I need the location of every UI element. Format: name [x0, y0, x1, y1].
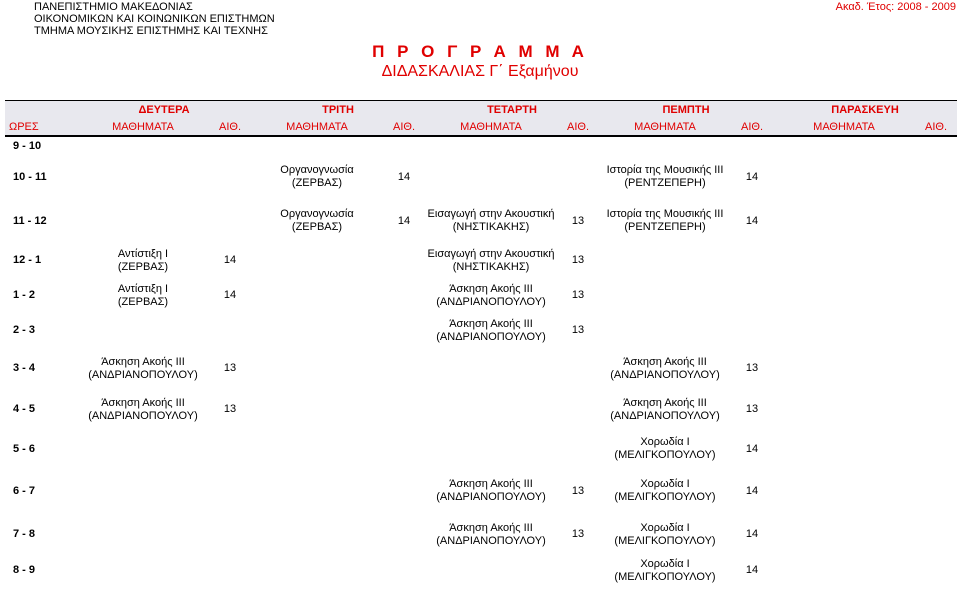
- course-cell: [425, 313, 557, 348]
- room-cell: [383, 155, 425, 199]
- room-cell: [915, 514, 957, 555]
- course-instructor: (ΑΝΔΡΙΑΝΟΠΟΥΛΟΥ): [436, 534, 546, 547]
- course-cell: [251, 348, 383, 389]
- course-name: Άσκηση Ακοής ΙΙΙ: [101, 355, 185, 368]
- room-number: 13: [571, 484, 585, 497]
- course-name: Οργανογνωσία: [280, 208, 354, 220]
- course-column-header: ΜΑΘΗΜΑΤΑ: [77, 120, 209, 136]
- course-cell: [251, 430, 383, 468]
- course-cell: [251, 243, 383, 278]
- course-cell: [773, 136, 915, 155]
- course-cell: [251, 313, 383, 348]
- room-cell: [383, 389, 425, 430]
- course-column-header: ΜΑΘΗΜΑΤΑ: [599, 120, 731, 136]
- room-number: 13: [223, 403, 237, 415]
- room-cell: [209, 136, 251, 155]
- room-number: 13: [745, 362, 759, 374]
- course-cell: [599, 430, 731, 468]
- room-cell: [915, 313, 957, 348]
- time-row: [5, 243, 957, 278]
- room-number: 13: [571, 324, 585, 336]
- course-cell: [599, 199, 731, 243]
- room-cell: [557, 199, 599, 243]
- time-slot: 8 - 9: [13, 564, 36, 576]
- course-name: Χορωδία Ι: [640, 521, 690, 534]
- course-instructor: (ΑΝΔΡΙΑΝΟΠΟΥΛΟΥ): [88, 409, 198, 422]
- room-number: 14: [745, 484, 759, 497]
- room-number: 14: [745, 528, 759, 540]
- course-column-header: ΜΑΘΗΜΑΤΑ: [773, 120, 915, 136]
- room-cell: [731, 278, 773, 313]
- room-column-header: ΑΙΘ.: [383, 120, 425, 136]
- course-cell: [77, 136, 209, 155]
- course-instructor: (ΡΕΝΤΖΕΠΕΡΗ): [624, 177, 706, 189]
- course-cell: [773, 514, 915, 555]
- course-cell: [773, 555, 915, 586]
- room-number: 14: [745, 564, 759, 576]
- time-slot: 4 - 5: [13, 403, 36, 415]
- room-cell: [209, 514, 251, 555]
- time-row: [5, 348, 957, 389]
- time-row: [5, 155, 957, 199]
- room-cell: [915, 155, 957, 199]
- room-column-header: ΑΙΘ.: [557, 120, 599, 136]
- room-cell: [731, 555, 773, 586]
- room-cell: [209, 348, 251, 389]
- room-number: 13: [571, 254, 585, 266]
- course-cell: [425, 514, 557, 555]
- schedule-table: [5, 100, 957, 586]
- time-row: [5, 514, 957, 555]
- room-cell: [915, 389, 957, 430]
- course-cell: [425, 136, 557, 155]
- course-cell: [77, 278, 209, 313]
- time-row: [5, 468, 957, 514]
- course-cell: [599, 278, 731, 313]
- room-cell: [915, 278, 957, 313]
- room-number: 14: [397, 170, 411, 183]
- course-cell: [425, 430, 557, 468]
- department-name: ΤΜΗΜΑ ΜΟΥΣΙΚΗΣ ΕΠΙΣΤΗΜΗΣ ΚΑΙ ΤΕΧΝΗΣ: [34, 25, 268, 37]
- course-cell: [425, 243, 557, 278]
- institution-header: [34, 1, 275, 37]
- course-name: Αντίστιξη Ι: [117, 247, 169, 260]
- course-cell: [425, 468, 557, 514]
- room-cell: [915, 243, 957, 278]
- time-row: [5, 430, 957, 468]
- room-number: 14: [745, 442, 759, 455]
- room-cell: [383, 136, 425, 155]
- room-cell: [209, 313, 251, 348]
- room-number: 14: [397, 214, 411, 227]
- course-cell: [77, 348, 209, 389]
- course-column-header: ΜΑΘΗΜΑΤΑ: [251, 120, 383, 136]
- room-cell: [915, 199, 957, 243]
- room-column-header: ΑΙΘ.: [731, 120, 773, 136]
- room-number: 14: [745, 214, 759, 227]
- column-header-row: [5, 120, 957, 136]
- time-slot: 9 - 10: [13, 139, 42, 152]
- course-instructor: (ΖΕΡΒΑΣ): [117, 295, 169, 308]
- course-cell: [599, 243, 731, 278]
- course-cell: [251, 136, 383, 155]
- course-cell: [77, 389, 209, 430]
- course-instructor: (ΑΝΔΡΙΑΝΟΠΟΥΛΟΥ): [88, 368, 198, 381]
- room-number: 13: [571, 214, 585, 227]
- room-cell: [557, 136, 599, 155]
- course-name: Άσκηση Ακοής ΙΙΙ: [449, 478, 533, 490]
- course-cell: [77, 243, 209, 278]
- room-cell: [383, 514, 425, 555]
- course-instructor: (ΡΕΝΤΖΕΠΕΡΗ): [624, 221, 706, 233]
- room-cell: [731, 514, 773, 555]
- course-name: Άσκηση Ακοής ΙΙΙ: [623, 355, 707, 368]
- course-cell: [773, 348, 915, 389]
- course-cell: [251, 389, 383, 430]
- day-header: ΠΑΡΑΣΚΕΥΗ: [773, 101, 957, 121]
- course-cell: [425, 199, 557, 243]
- course-instructor: (ΑΝΔΡΙΑΝΟΠΟΥΛΟΥ): [436, 330, 546, 343]
- room-cell: [209, 555, 251, 586]
- course-cell: [773, 278, 915, 313]
- day-header: ΠΕΜΠΤΗ: [599, 101, 773, 121]
- course-cell: [251, 199, 383, 243]
- room-column-header: ΑΙΘ.: [915, 120, 957, 136]
- course-cell: [599, 155, 731, 199]
- course-cell: [251, 514, 383, 555]
- course-name: Άσκηση Ακοής ΙΙΙ: [449, 282, 533, 295]
- course-cell: [599, 136, 731, 155]
- room-cell: [915, 430, 957, 468]
- time-slot: 11 - 12: [13, 214, 47, 227]
- page-subtitle: ΔΙΔΑΣΚΑΛΙΑΣ Γ΄ Εξαμήνου: [381, 63, 579, 80]
- room-cell: [209, 243, 251, 278]
- course-instructor: (ΑΝΔΡΙΑΝΟΠΟΥΛΟΥ): [436, 491, 546, 503]
- course-cell: [425, 389, 557, 430]
- room-cell: [383, 278, 425, 313]
- room-cell: [915, 555, 957, 586]
- time-slot: 10 - 11: [13, 170, 47, 183]
- course-cell: [77, 155, 209, 199]
- course-name: Ιστορία της Μουσικής ΙΙΙ: [606, 208, 724, 220]
- room-cell: [731, 136, 773, 155]
- room-cell: [915, 468, 957, 514]
- time-slot: 6 - 7: [13, 484, 36, 497]
- room-number: 13: [745, 403, 759, 415]
- day-header: ΤΕΤΑΡΤΗ: [425, 101, 599, 121]
- course-column-header: ΜΑΘΗΜΑΤΑ: [425, 120, 557, 136]
- course-name: Χορωδία Ι: [640, 478, 690, 490]
- room-cell: [915, 136, 957, 155]
- room-cell: [209, 468, 251, 514]
- room-cell: [731, 243, 773, 278]
- university-name: ΠΑΝΕΠΙΣΤΗΜΙΟ ΜΑΚΕΔΟΝΙΑΣ: [34, 1, 193, 13]
- course-instructor: (ΜΕΛΙΓΚΟΠΟΥΛΟΥ): [614, 449, 716, 461]
- academic-year: Ακαδ. Έτος: 2008 - 2009: [835, 1, 956, 13]
- course-name: Άσκηση Ακοής ΙΙΙ: [623, 396, 707, 409]
- room-cell: [557, 348, 599, 389]
- course-cell: [425, 155, 557, 199]
- course-instructor: (ΖΕΡΒΑΣ): [291, 177, 343, 189]
- course-cell: [599, 555, 731, 586]
- faculty-name: ΟΙΚΟΝΟΜΙΚΩΝ ΚΑΙ ΚΟΙΝΩΝΙΚΩΝ ΕΠΙΣΤΗΜΩΝ: [34, 13, 275, 25]
- room-cell: [209, 389, 251, 430]
- course-cell: [599, 348, 731, 389]
- course-instructor: (ΑΝΔΡΙΑΝΟΠΟΥΛΟΥ): [610, 368, 720, 381]
- course-cell: [425, 348, 557, 389]
- hours-column-header: ΩΡΕΣ: [5, 120, 77, 136]
- room-cell: [557, 278, 599, 313]
- room-cell: [557, 468, 599, 514]
- course-cell: [773, 155, 915, 199]
- room-cell: [383, 468, 425, 514]
- room-cell: [209, 199, 251, 243]
- course-cell: [77, 514, 209, 555]
- course-cell: [77, 199, 209, 243]
- time-row: [5, 136, 957, 155]
- course-cell: [251, 278, 383, 313]
- course-cell: [599, 514, 731, 555]
- course-cell: [773, 243, 915, 278]
- time-row: [5, 313, 957, 348]
- course-instructor: (ΜΕΛΙΓΚΟΠΟΥΛΟΥ): [614, 491, 716, 503]
- page-title: Π Ρ Ο Γ Ρ Α Μ Μ Α: [372, 42, 588, 61]
- room-cell: [731, 155, 773, 199]
- room-cell: [731, 348, 773, 389]
- room-cell: [557, 430, 599, 468]
- time-slot: 1 - 2: [13, 289, 36, 301]
- course-instructor: (ΖΕΡΒΑΣ): [117, 260, 169, 273]
- time-slot: 7 - 8: [13, 528, 36, 540]
- room-cell: [557, 389, 599, 430]
- course-cell: [251, 468, 383, 514]
- course-cell: [77, 468, 209, 514]
- corner-cell: [5, 101, 77, 121]
- room-cell: [731, 430, 773, 468]
- course-instructor: (ΜΕΛΙΓΚΟΠΟΥΛΟΥ): [614, 570, 716, 583]
- time-row: [5, 199, 957, 243]
- room-cell: [915, 348, 957, 389]
- course-cell: [77, 430, 209, 468]
- room-cell: [731, 313, 773, 348]
- room-cell: [383, 555, 425, 586]
- room-cell: [383, 199, 425, 243]
- course-cell: [773, 389, 915, 430]
- room-number: 13: [571, 528, 585, 540]
- room-cell: [209, 155, 251, 199]
- course-name: Οργανογνωσία: [280, 164, 354, 176]
- time-row: [5, 389, 957, 430]
- room-cell: [731, 199, 773, 243]
- course-cell: [251, 555, 383, 586]
- room-cell: [557, 555, 599, 586]
- room-number: 14: [745, 170, 759, 183]
- room-cell: [557, 243, 599, 278]
- course-name: Χορωδία Ι: [640, 436, 690, 448]
- room-number: 14: [223, 289, 237, 301]
- room-cell: [383, 430, 425, 468]
- course-cell: [425, 278, 557, 313]
- day-header-row: [5, 101, 957, 121]
- course-name: Ιστορία της Μουσικής ΙΙΙ: [606, 164, 724, 176]
- room-cell: [557, 313, 599, 348]
- time-slot: 3 - 4: [13, 362, 36, 374]
- course-cell: [773, 313, 915, 348]
- day-header: ΔΕΥΤΕΡΑ: [77, 101, 251, 121]
- time-row: [5, 278, 957, 313]
- course-cell: [773, 199, 915, 243]
- course-cell: [599, 389, 731, 430]
- room-column-header: ΑΙΘ.: [209, 120, 251, 136]
- day-header: ΤΡΙΤΗ: [251, 101, 425, 121]
- room-cell: [383, 348, 425, 389]
- course-name: Εισαγωγή στην Ακουστική: [427, 247, 555, 260]
- course-instructor: (ΑΝΔΡΙΑΝΟΠΟΥΛΟΥ): [436, 295, 546, 308]
- course-cell: [77, 313, 209, 348]
- course-instructor: (ΝΗΣΤΙΚΑΚΗΣ): [452, 221, 530, 233]
- course-cell: [77, 555, 209, 586]
- room-cell: [383, 313, 425, 348]
- course-cell: [599, 313, 731, 348]
- course-instructor: (ΑΝΔΡΙΑΝΟΠΟΥΛΟΥ): [610, 409, 720, 422]
- course-cell: [773, 468, 915, 514]
- course-name: Αντίστιξη Ι: [117, 282, 169, 295]
- time-slot: 12 - 1: [13, 254, 42, 266]
- course-name: Άσκηση Ακοής ΙΙΙ: [449, 521, 533, 534]
- course-instructor: (ΜΕΛΙΓΚΟΠΟΥΛΟΥ): [614, 534, 716, 547]
- course-name: Άσκηση Ακοής ΙΙΙ: [449, 317, 533, 330]
- course-instructor: (ΝΗΣΤΙΚΑΚΗΣ): [452, 260, 530, 273]
- time-slot: 5 - 6: [13, 442, 36, 455]
- course-cell: [773, 430, 915, 468]
- room-cell: [383, 243, 425, 278]
- room-cell: [731, 468, 773, 514]
- course-cell: [425, 555, 557, 586]
- room-number: 13: [571, 289, 585, 301]
- room-cell: [557, 155, 599, 199]
- time-row: [5, 555, 957, 586]
- course-cell: [251, 155, 383, 199]
- course-instructor: (ΖΕΡΒΑΣ): [291, 221, 343, 233]
- course-name: Άσκηση Ακοής ΙΙΙ: [101, 396, 185, 409]
- room-number: 14: [223, 254, 237, 266]
- room-number: 13: [223, 362, 237, 374]
- course-name: Χορωδία Ι: [640, 557, 690, 570]
- course-name: Εισαγωγή στην Ακουστική: [427, 208, 555, 220]
- course-cell: [599, 468, 731, 514]
- room-cell: [209, 430, 251, 468]
- room-cell: [557, 514, 599, 555]
- time-slot: 2 - 3: [13, 324, 36, 336]
- room-cell: [731, 389, 773, 430]
- room-cell: [209, 278, 251, 313]
